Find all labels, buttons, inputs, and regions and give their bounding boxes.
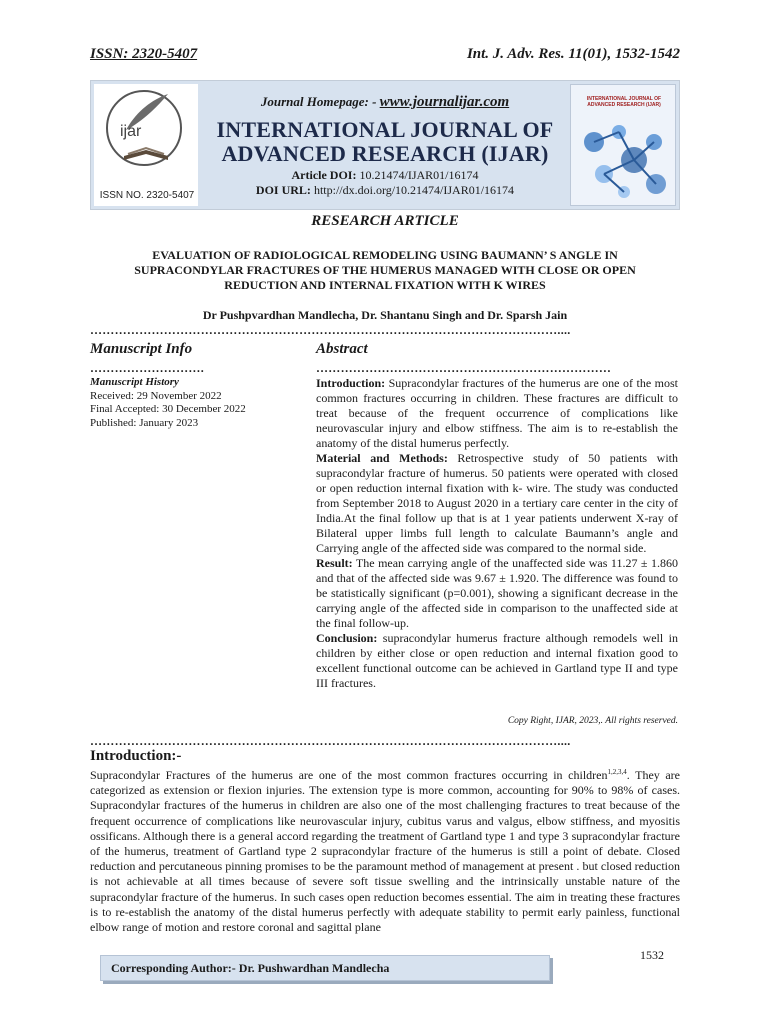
methods-label: Material and Methods: bbox=[316, 451, 448, 465]
book-icon bbox=[122, 140, 170, 162]
homepage-label: Journal Homepage: - bbox=[260, 94, 380, 109]
conclusion-label: Conclusion: bbox=[316, 631, 378, 645]
introduction-body bbox=[90, 765, 680, 935]
title-line-3: REDUCTION AND INTERNAL FIXATION WITH K WIRES bbox=[224, 278, 546, 292]
separator-bottom: …………………………………………………………………………………………………….... bbox=[90, 734, 571, 748]
citation-ref[interactable]: 1,2,3,4 bbox=[607, 768, 627, 776]
article-title bbox=[110, 248, 660, 293]
article-type: RESEARCH ARTICLE bbox=[311, 213, 459, 229]
separator-right: ……………………………………………………………… bbox=[316, 361, 612, 375]
homepage-link[interactable]: www.journalijar.com bbox=[379, 94, 510, 110]
journal-title-line1: INTERNATIONAL JOURNAL OF bbox=[216, 117, 554, 142]
journal-homepage bbox=[200, 94, 570, 111]
running-header bbox=[90, 46, 680, 63]
conclusion-text: supracondylar humerus fracture although remodels well in children by either close or open reduction and internal fixation good to excellent functional outcome can be achieved in Gartland type II and type III fractures. bbox=[316, 631, 678, 690]
result-text: The mean carrying angle of the unaffected side was 11.27 ± 1.860 and that of the affected side was 9.67 ± 1.920. The difference was found to be statistically significant (p=0.001), showing a significant decrease in the carrying angle of the affected side in comparison to the unaffected side at the final follow-up. bbox=[316, 556, 678, 630]
introduction-heading: Introduction:- bbox=[90, 748, 182, 764]
abstract-conclusion bbox=[316, 631, 678, 691]
separator-left: ………………………. bbox=[90, 361, 204, 375]
header-citation: Int. J. Adv. Res. 11(01), 1532-1542 bbox=[466, 46, 680, 62]
abstract-methods bbox=[316, 451, 678, 556]
abstract-heading: Abstract bbox=[316, 341, 368, 357]
abstract-result bbox=[316, 556, 678, 631]
intro-text-start: Supracondylar Fractures of the humerus are one of the most common fractures occurring in children bbox=[90, 768, 608, 782]
authors: Dr Pushpvardhan Mandlecha, Dr. Shantanu Singh and Dr. Sparsh Jain bbox=[202, 308, 568, 322]
abstract-body bbox=[316, 376, 678, 691]
doi-url-link[interactable]: http://dx.doi.org/10.21474/IJAR01/16174 bbox=[313, 183, 515, 197]
page-number: 1532 bbox=[640, 948, 664, 962]
intro-text: Supracondylar fractures of the humerus are one of the most common fractures occurring in children. These fractures are difficult to treat because of the frequent occurrence of complications like neurovascular injury and elbow stiffness. The aim is to re-establish the anatomy of the distal humerus perfectly. bbox=[316, 376, 678, 450]
doi-label: Article DOI: bbox=[291, 168, 357, 182]
manuscript-info-heading: Manuscript Info bbox=[90, 341, 193, 357]
journal-title bbox=[200, 118, 570, 166]
title-line-1: EVALUATION OF RADIOLOGICAL REMODELING USING BAUMANN’ S ANGLE IN bbox=[152, 248, 618, 262]
cover-title: INTERNATIONAL JOURNAL OF ADVANCED RESEARCH (IJAR) bbox=[586, 96, 662, 108]
intro-label: Introduction: bbox=[316, 376, 386, 390]
history-label: Manuscript History bbox=[90, 376, 179, 388]
intro-text-rest: . They are categorized as extension or flexion injuries. The extension type is more common, accounting for 90% to 98% of cases. Supracondylar fractures of the humerus in children are also one of the most challenging fractures to treat because of the frequent occurrence of complications like neurovascular injury, cubitus varus and valgus, elbow stiffness, and myositis ossificans. Although there is a general accord regarding the treatment of Gartland type 1 and type 3 supracondylar fracture of the humerus, treatment of Gartland type 2 supracondylar fracture of the humerus is still a point of debate. Closed reduction and percutaneous pinning promises to be the paramount method of management at present . but closed reduction is not achievable at all times because of severe soft tissue swelling and the intrinsically unstable nature of the supracondylar fracture of the humerus. In such cases open reduction becomes essential. The aim in treating these fractures is to re-establish the anatomy of the distal humerus perfectly with adequate stability to permit early painless, functional elbow range of motion and restore coronal and sagittal plane bbox=[90, 768, 681, 935]
accepted-date: Final Accepted: 30 December 2022 bbox=[90, 403, 246, 415]
journal-title-line2: ADVANCED RESEARCH (IJAR) bbox=[221, 141, 549, 166]
molecule-graphic-icon bbox=[574, 112, 674, 204]
title-line-2: SUPRACONDYLAR FRACTURES OF THE HUMERUS MANAGED WITH CLOSE OR OPEN bbox=[134, 263, 636, 277]
abstract-introduction bbox=[316, 376, 678, 451]
result-label: Result: bbox=[316, 556, 353, 570]
doi-value: 10.21474/IJAR01/16174 bbox=[359, 168, 479, 182]
manuscript-history bbox=[90, 376, 246, 430]
doi-block bbox=[200, 168, 570, 198]
header-issn: ISSN: 2320-5407 bbox=[90, 46, 198, 62]
corresponding-author-box: Corresponding Author:- Dr. Pushwardhan Mandlecha bbox=[100, 955, 550, 981]
received-date: Received: 29 November 2022 bbox=[90, 389, 222, 402]
doi-url-label: DOI URL: bbox=[255, 183, 311, 197]
logo-issn: ISSN NO. 2320-5407 bbox=[99, 190, 195, 201]
methods-text: Retrospective study of 50 patients with supracondylar fracture of humerus. 50 patients were operated with closed or open reduction internal fixation with k- wire. The study was conducted from September 2018 to August 2020 in a tertiary care center in the city of India.At the final follow up that is at 1 year patients underwent X-ray of Bilateral upper limbs full length to calculate Baumann’s angle and Carrying angle of the affected side was compared to the normal side. bbox=[316, 451, 678, 555]
copyright: Copy Right, IJAR, 2023,. All rights reserved. bbox=[507, 716, 678, 726]
logo-text: ijar bbox=[120, 123, 142, 140]
separator-top: …………………………………………………………………………………………………….... bbox=[90, 323, 571, 337]
published-date: Published: January 2023 bbox=[90, 416, 199, 429]
